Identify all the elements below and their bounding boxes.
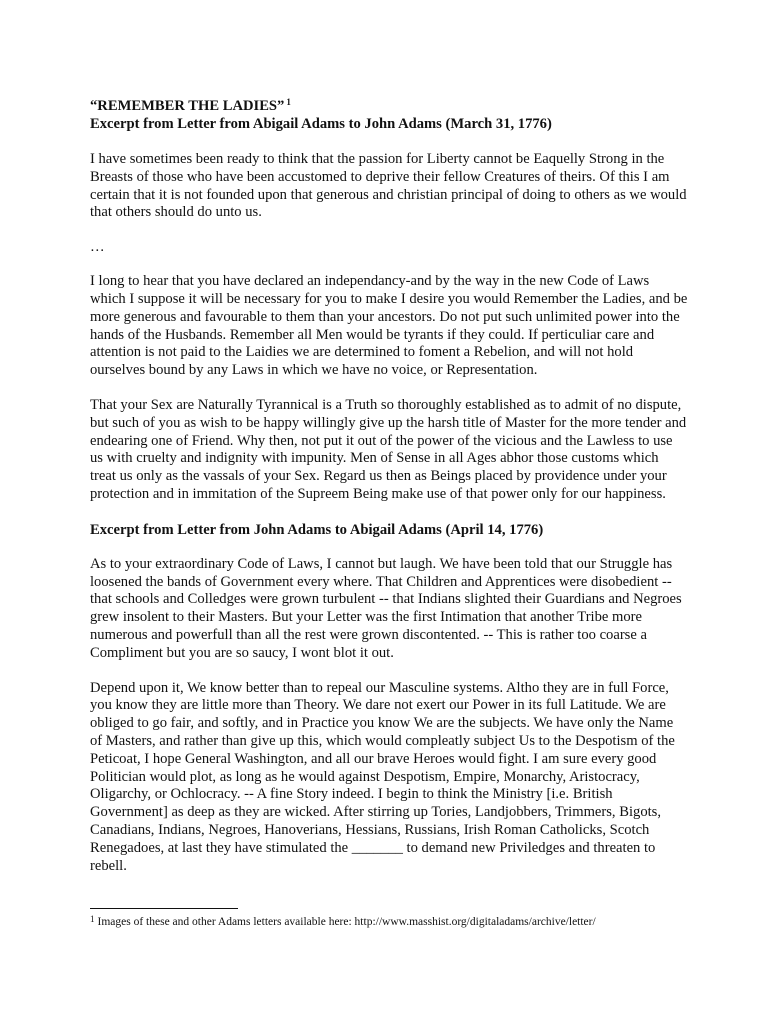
paragraph-liberty: I have sometimes been ready to think that the passion for Liberty cannot be Eaquelly Strong in the Breasts of those who have been accustomed to deprive their fellow Creatures of theirs. Of this I am certain that it is not founded upon that generous and christian principal of doing to others as we would that others should do unto us. bbox=[90, 151, 687, 221]
footnote bbox=[90, 912, 708, 929]
paragraph-remember-ladies: I long to hear that you have declared an independancy-and by the way in the new Code of Laws which I suppose it will be necessary for you to make I desire you would Remember the Ladies, and be more generous and favourable to them than your ancestors. Do not put such unlimited power into the hands of the Husbands. Remember all Men would be tyrants if they could. If perticuliar care and attention is not paid to the Laidies we are determined to foment a Rebelion, and will not hold ourselves bound by any Laws in which we have no voice, or Representation. bbox=[90, 273, 688, 379]
title-footnote-mark: 1 bbox=[286, 97, 291, 107]
footnote-mark: 1 bbox=[90, 914, 95, 924]
subheading-abigail-letter: Excerpt from Letter from Abigail Adams to John Adams (March 31, 1776) bbox=[90, 116, 552, 132]
paragraph-tyrannical: That your Sex are Naturally Tyrannical is a Truth so thoroughly established as to admit of no dispute, but such of you as wish to be happy willingly give up the harsh title of Master for the more tender and endearing one of Friend. Why then, not put it out of the power of the vicious and the Lawless to use us with cruelty and indignity with impunity. Men of Sense in all Ages abhor those customs which treat us only as the vassals of your Sex. Regard us then as Beings placed by providence under your protection and in immitation of the Supreem Being make use of that power only for our happiness. bbox=[90, 396, 687, 502]
ellipsis: … bbox=[90, 239, 105, 256]
footnote-divider bbox=[90, 908, 238, 909]
paragraph-masculine-systems: Depend upon it, We know better than to repeal our Masculine systems. Altho they are in full Force, you know they are little more than Theory. We dare not exert our Power in its full Latitude. We are obliged to go fair, and softly, and in Practice you know We are the subjects. We have only the Name of Masters, and rather than give up this, which would compleatly subject Us to the Despotism of the Peticoat, I hope General Washington, and all our brave Heroes would fight. I am sure every good Politician would plot, as long as he would against Despotism, Empire, Monarchy, Aristocracy, Oligarchy, or Ochlocracy. -- A fine Story indeed. I begin to think the Ministry [i.e. British Government] as deep as they are wicked. After stirring up Tories, Landjobbers, Trimmers, Bigots, Canadians, Indians, Negroes, Hanoverians, Hessians, Russians, Irish Roman Catholicks, Scotch Renegadoes, at last they have stimulated the _______ to demand new Priviledges and threaten to rebell. bbox=[90, 679, 675, 874]
document-title-line bbox=[90, 93, 688, 115]
paragraph-code-of-laws: As to your extraordinary Code of Laws, I cannot but laugh. We have been told that our Struggle has loosened the bands of Government every where. That Children and Apprentices were disobedient -- that schools and Colledges were grown turbulent -- that Indians slighted their Guardians and Negroes grew insolent to their Masters. But your Letter was the first Intimation that another Tribe more numerous and powerfull than all the rest were grown discontented. -- This is rather too coarse a Compliment but you are so saucy, I wont blot it out. bbox=[90, 555, 682, 661]
footnote-text: Images of these and other Adams letters available here: http://www.masshist.org/digitaladams/archive/letter/ bbox=[97, 916, 596, 928]
subheading-john-letter: Excerpt from Letter from John Adams to Abigail Adams (April 14, 1776) bbox=[90, 521, 544, 538]
document-title: “REMEMBER THE LADIES” bbox=[90, 98, 285, 114]
